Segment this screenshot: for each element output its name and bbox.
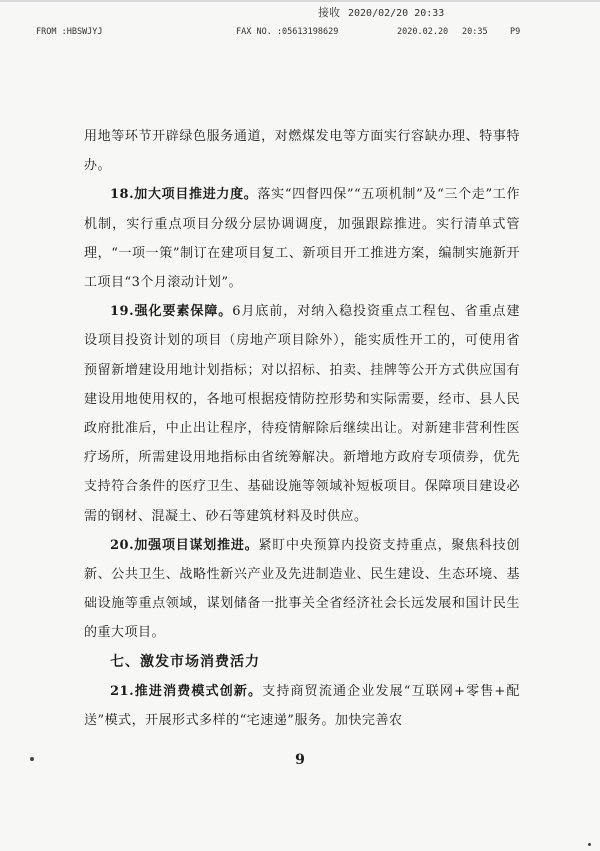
fax-date: 2020.02.20 — [397, 27, 449, 37]
fax-receipt-stamp — [318, 4, 444, 20]
item-20-text: 紧盯中央预算内投资支持重点，聚焦科技创新、公共卫生、战略性新兴产业及先进制造业、民生建设、生态环境、基础设施等重点领域，谋划储备一批事关全省经济社会长远发展和国计民生的重大项目。 — [84, 537, 520, 641]
fax-header-line — [0, 27, 600, 41]
paragraph-continuation: 用地等环节开辟绿色服务通道，对燃煤发电等方面实行容缺办理、特事特办。 — [84, 129, 520, 174]
item-20-title: 20.加强项目谋划推进。 — [110, 537, 259, 553]
fax-page: P9 — [510, 27, 521, 37]
fax-from: FROM :HBSWJYJ — [36, 27, 103, 37]
item-18-text: 落实“四督四保”“五项机制”及“三个走”工作机制，实行重点项目分级分层协调调度，加强跟踪推进。实行清单式管理，“一项一策”制订在建项目复工、新项目开工推进方案，编制实施新开工项目“3个月滚动计划”。 — [84, 187, 520, 291]
page-number: 9 — [295, 752, 305, 768]
section-heading-7: 七、激发市场消费活力 — [110, 653, 260, 670]
item-19-title: 19.强化要素保障。 — [110, 304, 233, 320]
paragraph-item-20 — [84, 531, 520, 648]
paragraph-item-18 — [84, 180, 520, 297]
scan-speck — [588, 843, 591, 846]
item-21-title: 21.推进消费模式创新。 — [110, 683, 263, 699]
item-21-text: 支持商贸流通企业发展“互联网+零售+配送”模式，开展形式多样的“宅速递”服务。加快完善农 — [84, 683, 520, 729]
scan-top-edge — [0, 0, 600, 2]
paragraph-item-19 — [84, 297, 520, 531]
item-18-title: 18.加大项目推进力度。 — [110, 187, 258, 203]
fax-time: 20:35 — [462, 27, 488, 37]
receipt-datetime: 2020/02/20 20:33 — [348, 8, 445, 19]
paragraph-item-21 — [84, 677, 520, 735]
fax-number: FAX NO. :05613198629 — [236, 27, 339, 37]
document-body — [84, 122, 520, 735]
item-19-text: 6月底前，对纳入稳投资重点工程包、省重点建设项目投资计划的项目（房地产项目除外），能实质性开工的，可使用省预留新增建设用地计划指标；对以招标、拍卖、挂牌等公开方式供应国有建设用地使用权的，各地可根据疫情防控形势和实际需要，经市、县人民政府批准后，中止出让程序，待疫情解除后继续出让。对新建非营利性医疗场所，所需建设用地指标由省统筹解决。新增地方政府专项债券，优先支持符合条件的医疗卫生、基础设施等领域补短板项目。保障项目建设必需的钢材、混凝土、砂石等建筑材料及时供应。 — [84, 304, 520, 524]
receipt-label: 接收 — [318, 6, 340, 19]
scan-speck — [30, 757, 34, 761]
